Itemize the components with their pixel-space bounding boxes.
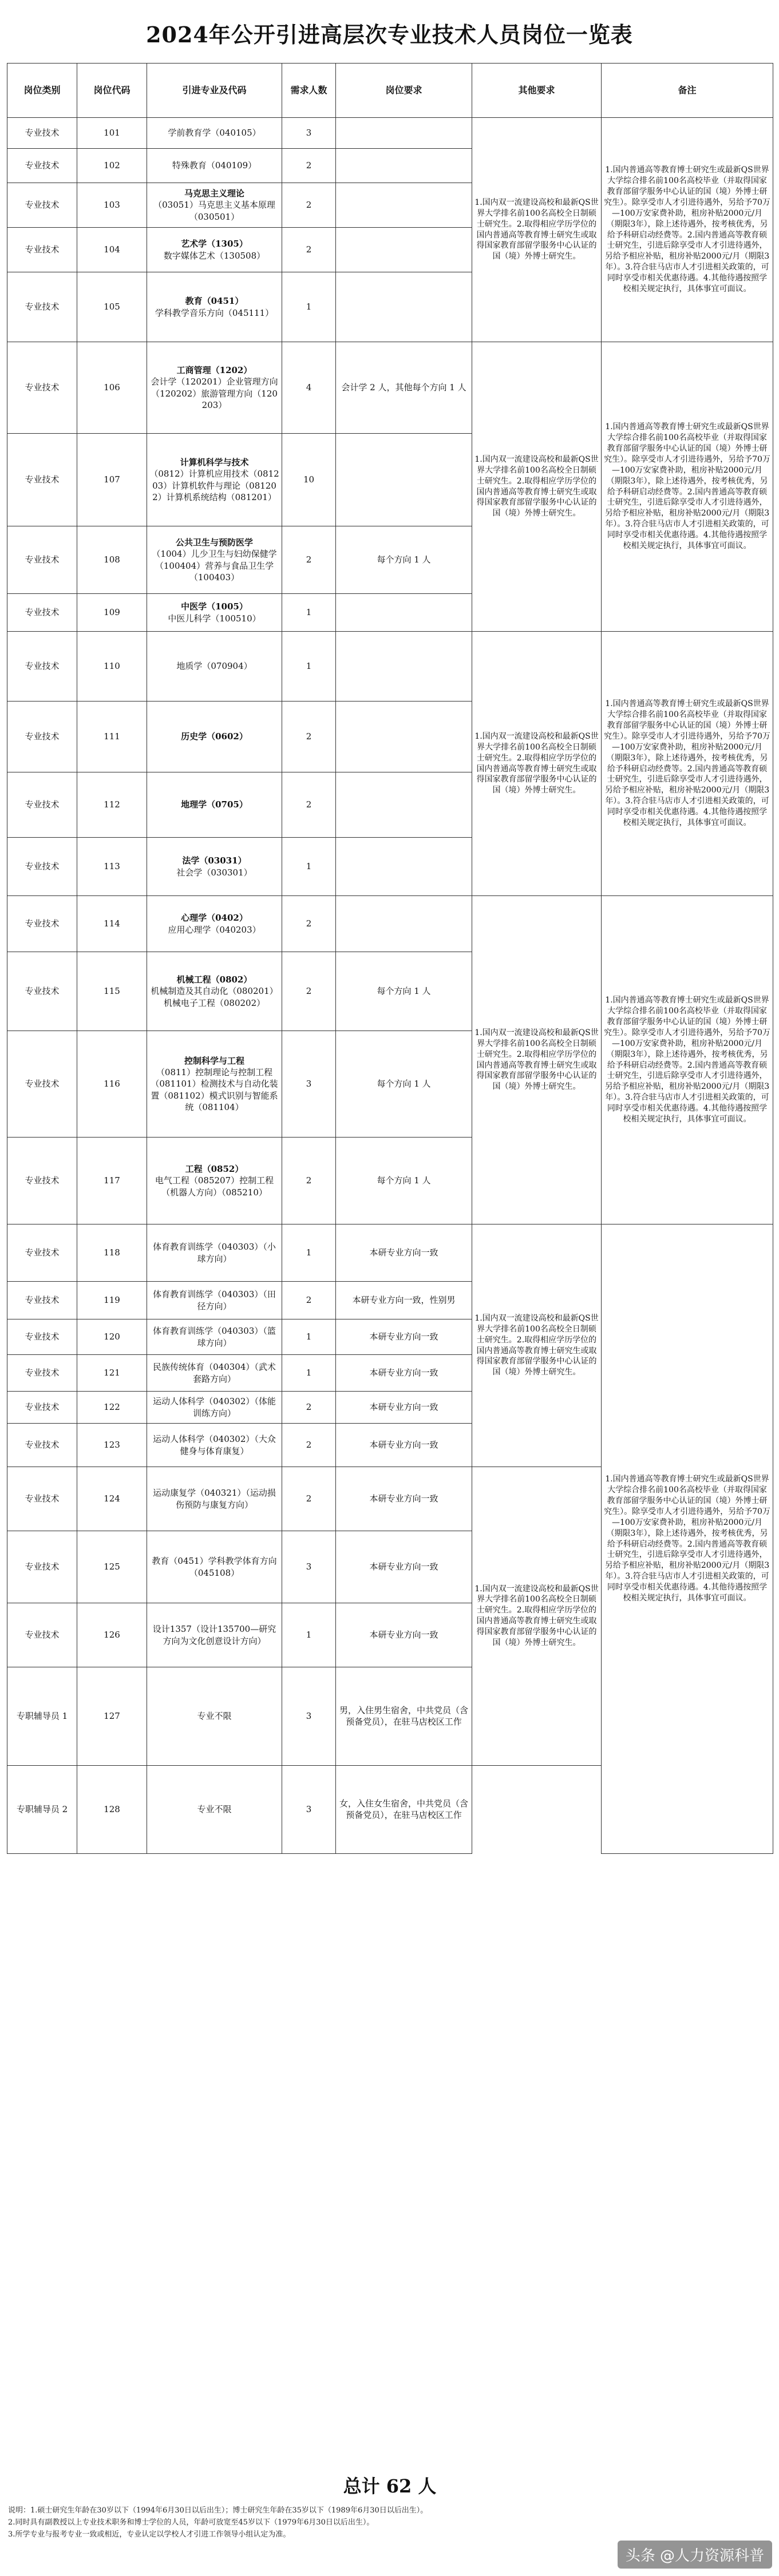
cell-code: 109 bbox=[77, 594, 147, 632]
cell-count: 2 bbox=[282, 1282, 336, 1319]
cell-other-requirements: 1.国内双一流建设高校和最新QS世界大学排名前100名高校全日制硕士研究生。2.取得相应学历学位的国内普通高等教育博士研究生或取得国家教育部留学服务中心认证的国（境）外博士研究生。 bbox=[472, 342, 602, 632]
table-row bbox=[7, 118, 773, 149]
cell-count: 1 bbox=[282, 272, 336, 342]
major-detail: 学前教育学（040105） bbox=[168, 128, 261, 138]
cell-position: 专业技术 bbox=[7, 434, 77, 526]
cell-requirement: 本研专业方向一致 bbox=[336, 1467, 472, 1531]
major-detail: （0812）计算机应用技术（081203）计算机软件与理论（081202）计算机系统结构（081201） bbox=[149, 469, 279, 502]
cell-position: 专业技术 bbox=[7, 342, 77, 434]
major-detail: 体育教育训练学（040303）（田径方向） bbox=[153, 1289, 276, 1311]
major-title: 心理学（0402） bbox=[181, 913, 248, 924]
major-detail: （0811）控制理论与控制工程（081101）检测技术与自动化装置（081102）模式识别与智能系统（081104） bbox=[151, 1067, 278, 1112]
cell-position: 专业技术 bbox=[7, 1138, 77, 1224]
footnotes bbox=[8, 2505, 772, 2541]
major-title: 机械工程（0802） bbox=[176, 974, 252, 985]
cell-major bbox=[147, 149, 282, 183]
cell-code: 116 bbox=[77, 1031, 147, 1138]
cell-major bbox=[147, 1765, 282, 1854]
cell-major bbox=[147, 434, 282, 526]
cell-major bbox=[147, 228, 282, 272]
cell-position: 专业技术 bbox=[7, 526, 77, 594]
cell-position: 专业技术 bbox=[7, 1224, 77, 1282]
cell-count: 3 bbox=[282, 1667, 336, 1766]
cell-major bbox=[147, 896, 282, 952]
page-title: 2024年公开引进高层次专业技术人员岗位一览表 bbox=[146, 22, 633, 47]
cell-major bbox=[147, 632, 282, 702]
major-title: 法学（03031） bbox=[182, 855, 247, 866]
cell-other-requirements: 1.国内双一流建设高校和最新QS世界大学排名前100名高校全日制硕士研究生。2.取得相应学历学位的国内普通高等教育博士研究生或取得国家教育部留学服务中心认证的国（境）外博士研究生。 bbox=[472, 896, 602, 1224]
cell-requirement: 每个方向 1 人 bbox=[336, 1138, 472, 1224]
cell-requirement bbox=[336, 896, 472, 952]
cell-count: 2 bbox=[282, 952, 336, 1031]
major-title: 控制科学与工程 bbox=[184, 1055, 244, 1066]
cell-major bbox=[147, 838, 282, 896]
major-title: 教育（0451） bbox=[185, 296, 244, 307]
cell-requirement: 本研专业方向一致 bbox=[336, 1224, 472, 1282]
cell-position: 专业技术 bbox=[7, 594, 77, 632]
cell-major bbox=[147, 1319, 282, 1355]
cell-code: 112 bbox=[77, 772, 147, 838]
major-title: 公共卫生与预防医学 bbox=[175, 537, 253, 548]
table-header-row bbox=[7, 64, 773, 118]
table-row bbox=[7, 632, 773, 702]
cell-count: 1 bbox=[282, 1224, 336, 1282]
cell-code: 114 bbox=[77, 896, 147, 952]
cell-major bbox=[147, 1031, 282, 1138]
col-header-count: 需求人数 bbox=[282, 64, 336, 118]
cell-count: 2 bbox=[282, 702, 336, 772]
total-count: 总计 62 人 bbox=[343, 2475, 437, 2497]
cell-major bbox=[147, 1138, 282, 1224]
cell-position: 专业技术 bbox=[7, 183, 77, 228]
cell-major bbox=[147, 1282, 282, 1319]
cell-code: 113 bbox=[77, 838, 147, 896]
cell-count: 2 bbox=[282, 149, 336, 183]
cell-code: 107 bbox=[77, 434, 147, 526]
footnote-line: 说明：1.硕士研究生年龄在30岁以下（1994年6月30日以后出生）；博士研究生年龄在35岁以下（1989年6月30日以后出生）。 bbox=[8, 2506, 428, 2515]
table-body bbox=[7, 118, 773, 1854]
cell-position: 专业技术 bbox=[7, 1355, 77, 1392]
cell-count: 2 bbox=[282, 1138, 336, 1224]
cell-position: 专业技术 bbox=[7, 1467, 77, 1531]
cell-count: 2 bbox=[282, 1392, 336, 1424]
major-detail: 教育（0451）学科教学体育方向（045108） bbox=[152, 1556, 277, 1578]
cell-requirement: 本研专业方向一致 bbox=[336, 1531, 472, 1603]
cell-code: 120 bbox=[77, 1319, 147, 1355]
col-header-major: 引进专业及代码 bbox=[147, 64, 282, 118]
cell-count: 2 bbox=[282, 772, 336, 838]
cell-count: 2 bbox=[282, 183, 336, 228]
cell-count: 2 bbox=[282, 228, 336, 272]
watermark: 头条 @人力资源科普 bbox=[618, 2541, 772, 2569]
cell-requirement: 每个方向 1 人 bbox=[336, 526, 472, 594]
cell-code: 115 bbox=[77, 952, 147, 1031]
major-title: 马克思主义理论 bbox=[184, 188, 244, 199]
cell-other-requirements: 1.国内双一流建设高校和最新QS世界大学排名前100名高校全日制硕士研究生。2.取得相应学历学位的国内普通高等教育博士研究生或取得国家教育部留学服务中心认证的国（境）外博士研究生。 bbox=[472, 1467, 602, 1766]
cell-position: 专业技术 bbox=[7, 702, 77, 772]
cell-requirement: 会计学 2 人，其他每个方向 1 人 bbox=[336, 342, 472, 434]
cell-code: 127 bbox=[77, 1667, 147, 1766]
cell-code: 126 bbox=[77, 1603, 147, 1667]
cell-position: 专业技术 bbox=[7, 118, 77, 149]
footnote-line: 2.同时具有副教授以上专业技术职务和博士学位的人员，年龄可放宽至45岁以下（1979年6月30日以后出生）。 bbox=[8, 2518, 374, 2527]
cell-position: 专业技术 bbox=[7, 1424, 77, 1467]
cell-requirement bbox=[336, 149, 472, 183]
cell-count: 3 bbox=[282, 1765, 336, 1854]
positions-table bbox=[7, 63, 773, 1854]
cell-remarks: 1.国内普通高等教育博士研究生或最新QS世界大学综合排名前100名高校毕业（并取得国家教育部留学服务中心认证的国（境）外博士研究生）。除享受市人才引进待遇外，另给予70万—100万安家费补助，租房补贴2000元/月（期限3年），除上述待遇外，按考核优秀，另给予科研启动经费等。2.国内普通高等教育硕士研究生，引进后除享受市人才引进待遇外，另给予相应补贴，租房补贴2000元/月（期限3年）。3.符合驻马店市人才引进相关政策的，可同时享受市相关优惠待遇。4.其他待遇按照学校相关规定执行，具体事宜可面议。 bbox=[602, 896, 773, 1224]
cell-code: 111 bbox=[77, 702, 147, 772]
cell-requirement: 女，入住女生宿舍，中共党员（含预备党员），在驻马店校区工作 bbox=[336, 1765, 472, 1854]
col-header-position: 岗位类别 bbox=[7, 64, 77, 118]
major-detail: 体育教育训练学（040303）（小球方向） bbox=[153, 1242, 276, 1264]
cell-position: 专职辅导员 1 bbox=[7, 1667, 77, 1766]
cell-requirement: 本研专业方向一致，性别男 bbox=[336, 1282, 472, 1319]
cell-position: 专业技术 bbox=[7, 1603, 77, 1667]
cell-major bbox=[147, 1467, 282, 1531]
cell-major bbox=[147, 952, 282, 1031]
table-row bbox=[7, 896, 773, 952]
cell-count: 1 bbox=[282, 1603, 336, 1667]
major-title: 地理学（0705） bbox=[181, 799, 248, 810]
cell-code: 121 bbox=[77, 1355, 147, 1392]
cell-major bbox=[147, 1392, 282, 1424]
cell-position: 专业技术 bbox=[7, 772, 77, 838]
cell-count: 4 bbox=[282, 342, 336, 434]
cell-count: 3 bbox=[282, 1531, 336, 1603]
cell-requirement: 本研专业方向一致 bbox=[336, 1424, 472, 1467]
cell-requirement: 本研专业方向一致 bbox=[336, 1319, 472, 1355]
major-title: 艺术学（1305） bbox=[181, 239, 248, 249]
major-title: 中医学（1005） bbox=[181, 601, 248, 612]
cell-remarks: 1.国内普通高等教育博士研究生或最新QS世界大学综合排名前100名高校毕业（并取得国家教育部留学服务中心认证的国（境）外博士研究生）。除享受市人才引进待遇外，另给予70万—100万安家费补助，租房补贴2000元/月（期限3年），除上述待遇外，按考核优秀，另给予科研启动经费等。2.国内普通高等教育硕士研究生，引进后除享受市人才引进待遇外，另给予相应补贴，租房补贴2000元/月（期限3年）。3.符合驻马店市人才引进相关政策的，可同时享受市相关优惠待遇。4.其他待遇按照学校相关规定执行，具体事宜可面议。 bbox=[602, 118, 773, 342]
cell-position: 专业技术 bbox=[7, 1531, 77, 1603]
major-detail: 运动人体科学（040302）（大众健身与体育康复） bbox=[153, 1434, 276, 1456]
cell-requirement bbox=[336, 702, 472, 772]
cell-major bbox=[147, 118, 282, 149]
cell-requirement bbox=[336, 772, 472, 838]
cell-position: 专业技术 bbox=[7, 1392, 77, 1424]
major-detail: 机械制造及其自动化（080201）机械电子工程（080202） bbox=[151, 986, 278, 1008]
cell-code: 102 bbox=[77, 149, 147, 183]
cell-major bbox=[147, 1531, 282, 1603]
cell-count: 2 bbox=[282, 1424, 336, 1467]
cell-requirement bbox=[336, 118, 472, 149]
major-detail: （1004）儿少卫生与妇幼保健学（100404）营养与食品卫生学（100403） bbox=[152, 549, 277, 582]
cell-major bbox=[147, 1224, 282, 1282]
cell-code: 128 bbox=[77, 1765, 147, 1854]
major-detail: 地质学（070904） bbox=[176, 661, 252, 672]
major-detail: 应用心理学（040203） bbox=[168, 924, 261, 935]
cell-requirement: 男，入住男生宿舍，中共党员（含预备党员），在驻马店校区工作 bbox=[336, 1667, 472, 1766]
cell-count: 1 bbox=[282, 1319, 336, 1355]
cell-code: 105 bbox=[77, 272, 147, 342]
table-row bbox=[7, 1224, 773, 1282]
cell-count: 1 bbox=[282, 632, 336, 702]
cell-requirement bbox=[336, 272, 472, 342]
cell-count: 3 bbox=[282, 1031, 336, 1138]
cell-requirement bbox=[336, 228, 472, 272]
cell-position: 专业技术 bbox=[7, 272, 77, 342]
cell-major bbox=[147, 1424, 282, 1467]
col-header-other: 其他要求 bbox=[472, 64, 602, 118]
cell-position: 专职辅导员 2 bbox=[7, 1765, 77, 1854]
cell-major bbox=[147, 1603, 282, 1667]
cell-requirement: 本研专业方向一致 bbox=[336, 1355, 472, 1392]
major-detail: 专业不限 bbox=[197, 1711, 232, 1722]
cell-requirement: 本研专业方向一致 bbox=[336, 1392, 472, 1424]
cell-major bbox=[147, 1355, 282, 1392]
col-header-code: 岗位代码 bbox=[77, 64, 147, 118]
cell-code: 118 bbox=[77, 1224, 147, 1282]
cell-requirement bbox=[336, 434, 472, 526]
major-detail: 会计学（120201）企业管理方向（120202）旅游管理方向（120203） bbox=[151, 377, 278, 410]
major-detail: 数字媒体艺术（130508） bbox=[163, 250, 266, 261]
table-row bbox=[7, 342, 773, 434]
col-header-note: 备注 bbox=[602, 64, 773, 118]
col-header-req: 岗位要求 bbox=[336, 64, 472, 118]
cell-count: 3 bbox=[282, 118, 336, 149]
cell-major bbox=[147, 183, 282, 228]
cell-major bbox=[147, 342, 282, 434]
cell-position: 专业技术 bbox=[7, 632, 77, 702]
major-title: 工程（0852） bbox=[185, 1164, 244, 1175]
major-detail: 专业不限 bbox=[197, 1804, 232, 1815]
cell-count: 2 bbox=[282, 526, 336, 594]
major-detail: 社会学（030301） bbox=[176, 867, 252, 878]
cell-count: 1 bbox=[282, 1355, 336, 1392]
cell-remarks: 1.国内普通高等教育博士研究生或最新QS世界大学综合排名前100名高校毕业（并取得国家教育部留学服务中心认证的国（境）外博士研究生）。除享受市人才引进待遇外，另给予70万—100万安家费补助，租房补贴2000元/月（期限3年），除上述待遇外，按考核优秀，另给予科研启动经费等。2.国内普通高等教育硕士研究生，引进后除享受市人才引进待遇外，另给予相应补贴，租房补贴2000元/月（期限3年）。3.符合驻马店市人才引进相关政策的，可同时享受市相关优惠待遇。4.其他待遇按照学校相关规定执行，具体事宜可面议。 bbox=[602, 632, 773, 896]
cell-major bbox=[147, 272, 282, 342]
cell-major bbox=[147, 594, 282, 632]
major-detail: （03051）马克思主义基本原理（030501） bbox=[153, 200, 275, 222]
major-detail: 民族传统体育（040304）（武术套路方向） bbox=[153, 1362, 276, 1384]
cell-code: 108 bbox=[77, 526, 147, 594]
major-title: 工商管理（1202） bbox=[176, 365, 252, 375]
cell-requirement: 本研专业方向一致 bbox=[336, 1603, 472, 1667]
major-detail: 运动康复学（040321）（运动损伤预防与康复方向） bbox=[153, 1488, 276, 1510]
cell-requirement bbox=[336, 594, 472, 632]
cell-position: 专业技术 bbox=[7, 952, 77, 1031]
cell-position: 专业技术 bbox=[7, 838, 77, 896]
cell-position: 专业技术 bbox=[7, 1031, 77, 1138]
cell-code: 110 bbox=[77, 632, 147, 702]
cell-code: 106 bbox=[77, 342, 147, 434]
major-detail: 运动人体科学（040302）（体能训练方向） bbox=[153, 1396, 276, 1418]
cell-code: 101 bbox=[77, 118, 147, 149]
cell-requirement: 每个方向 1 人 bbox=[336, 952, 472, 1031]
cell-major bbox=[147, 526, 282, 594]
major-detail: 中医儿科学（100510） bbox=[168, 613, 261, 624]
cell-count: 2 bbox=[282, 1467, 336, 1531]
cell-count: 10 bbox=[282, 434, 336, 526]
cell-position: 专业技术 bbox=[7, 1282, 77, 1319]
cell-requirement bbox=[336, 838, 472, 896]
major-title: 历史学（0602） bbox=[181, 731, 248, 742]
cell-remarks: 1.国内普通高等教育博士研究生或最新QS世界大学综合排名前100名高校毕业（并取得国家教育部留学服务中心认证的国（境）外博士研究生）。除享受市人才引进待遇外，另给予70万—100万安家费补助，租房补贴2000元/月（期限3年），除上述待遇外，按考核优秀，另给予科研启动经费等。2.国内普通高等教育硕士研究生，引进后除享受市人才引进待遇外，另给予相应补贴，租房补贴2000元/月（期限3年）。3.符合驻马店市人才引进相关政策的，可同时享受市相关优惠待遇。4.其他待遇按照学校相关规定执行，具体事宜可面议。 bbox=[602, 1224, 773, 1854]
cell-code: 125 bbox=[77, 1531, 147, 1603]
cell-count: 1 bbox=[282, 838, 336, 896]
cell-remarks: 1.国内普通高等教育博士研究生或最新QS世界大学综合排名前100名高校毕业（并取得国家教育部留学服务中心认证的国（境）外博士研究生）。除享受市人才引进待遇外，另给予70万—100万安家费补助，租房补贴2000元/月（期限3年），除上述待遇外，按考核优秀，另给予科研启动经费等。2.国内普通高等教育硕士研究生，引进后除享受市人才引进待遇外，另给予相应补贴，租房补贴2000元/月（期限3年）。3.符合驻马店市人才引进相关政策的，可同时享受市相关优惠待遇。4.其他待遇按照学校相关规定执行，具体事宜可面议。 bbox=[602, 342, 773, 632]
cell-requirement: 每个方向 1 人 bbox=[336, 1031, 472, 1138]
cell-code: 123 bbox=[77, 1424, 147, 1467]
cell-other-requirements: 1.国内双一流建设高校和最新QS世界大学排名前100名高校全日制硕士研究生。2.取得相应学历学位的国内普通高等教育博士研究生或取得国家教育部留学服务中心认证的国（境）外博士研究生。 bbox=[472, 1224, 602, 1467]
cell-code: 122 bbox=[77, 1392, 147, 1424]
cell-position: 专业技术 bbox=[7, 896, 77, 952]
cell-position: 专业技术 bbox=[7, 228, 77, 272]
major-title: 计算机科学与技术 bbox=[180, 457, 249, 467]
cell-code: 119 bbox=[77, 1282, 147, 1319]
cell-code: 117 bbox=[77, 1138, 147, 1224]
cell-other-requirements: 1.国内双一流建设高校和最新QS世界大学排名前100名高校全日制硕士研究生。2.取得相应学历学位的国内普通高等教育博士研究生或取得国家教育部留学服务中心认证的国（境）外博士研究生。 bbox=[472, 118, 602, 342]
cell-major bbox=[147, 772, 282, 838]
cell-major bbox=[147, 1667, 282, 1766]
cell-code: 103 bbox=[77, 183, 147, 228]
cell-position: 专业技术 bbox=[7, 1319, 77, 1355]
cell-position: 专业技术 bbox=[7, 149, 77, 183]
cell-other-requirements: 1.国内双一流建设高校和最新QS世界大学排名前100名高校全日制硕士研究生。2.取得相应学历学位的国内普通高等教育博士研究生或取得国家教育部留学服务中心认证的国（境）外博士研究生。 bbox=[472, 632, 602, 896]
major-detail: 学科教学音乐方向（045111） bbox=[155, 307, 274, 318]
cell-count: 1 bbox=[282, 594, 336, 632]
major-detail: 体育教育训练学（040303）（篮球方向） bbox=[153, 1326, 276, 1348]
major-detail: 特殊教育（040109） bbox=[172, 160, 257, 171]
cell-requirement bbox=[336, 632, 472, 702]
cell-code: 124 bbox=[77, 1467, 147, 1531]
major-detail: 设计1357（设计135700—研究方向为文化创意设计方向） bbox=[152, 1624, 276, 1646]
major-detail: 电气工程（085207）控制工程（机器人方向）（085210） bbox=[155, 1175, 274, 1198]
cell-count: 2 bbox=[282, 896, 336, 952]
cell-code: 104 bbox=[77, 228, 147, 272]
cell-requirement bbox=[336, 183, 472, 228]
cell-major bbox=[147, 702, 282, 772]
footnote-line: 3.所学专业与报考专业一致或相近，专业认定以学校人才引进工作领导小组认定为准。 bbox=[8, 2530, 291, 2539]
